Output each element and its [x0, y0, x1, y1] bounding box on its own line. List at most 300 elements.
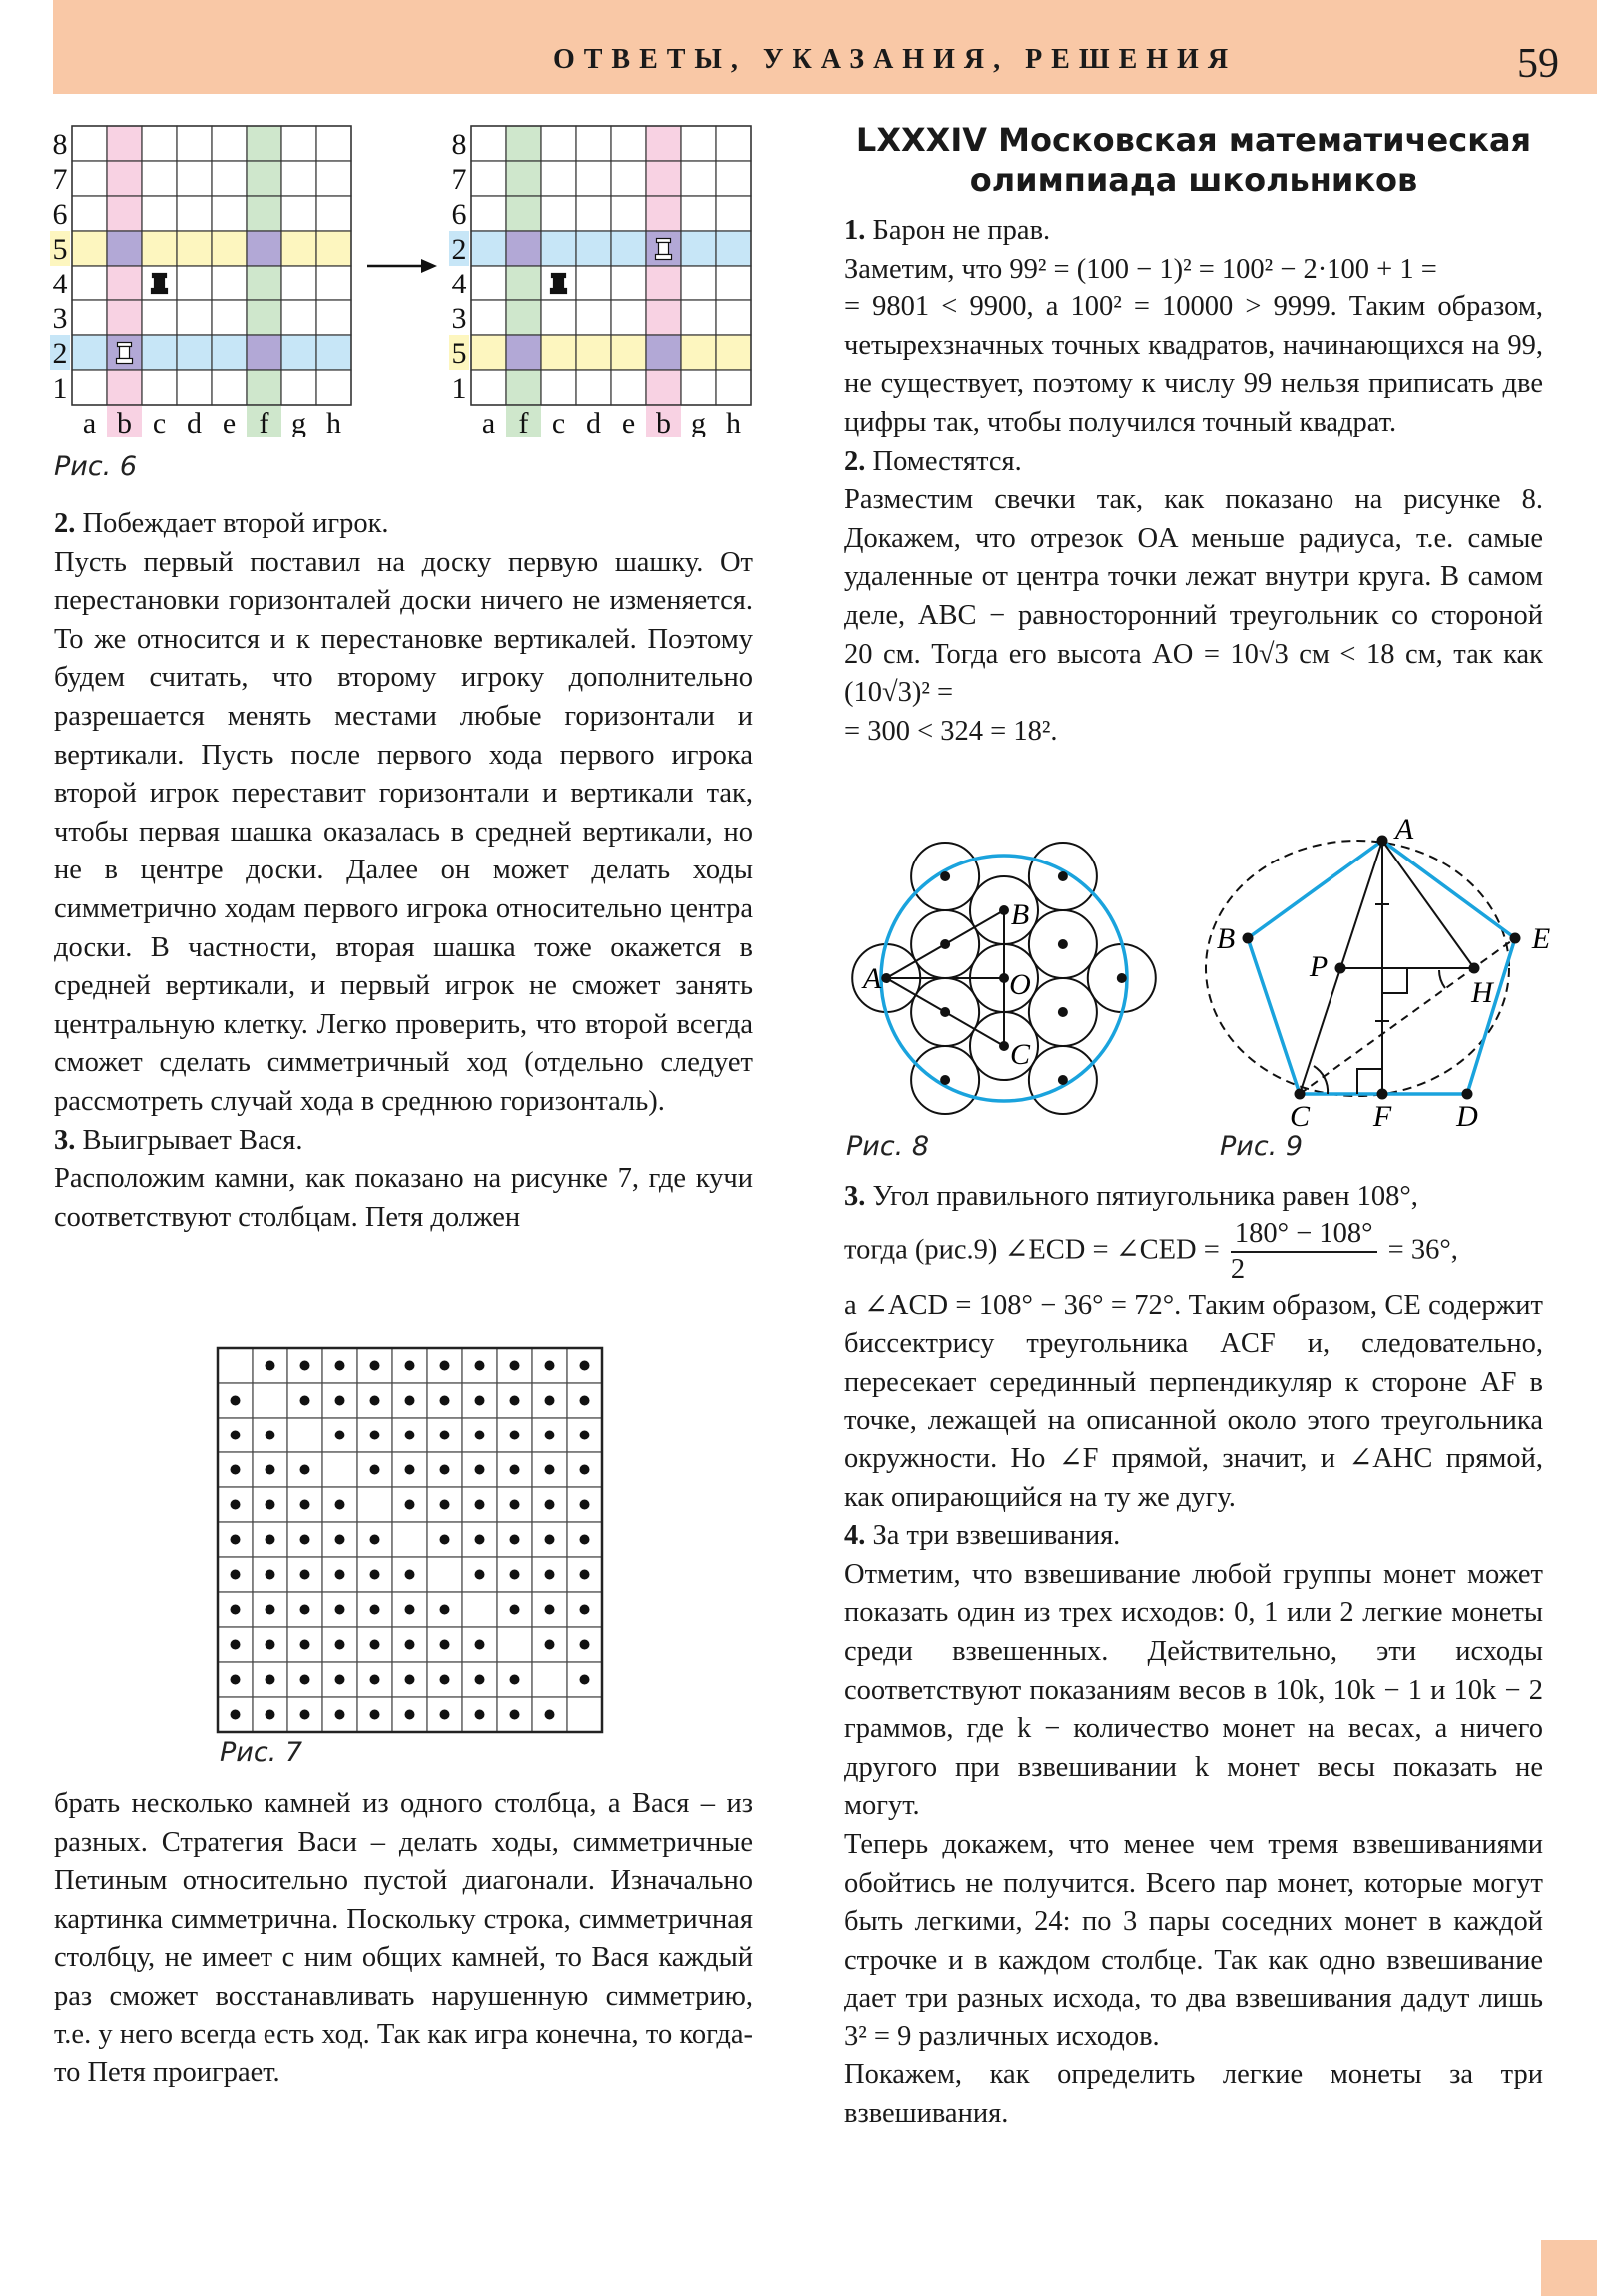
board-2-cell [576, 196, 611, 231]
stone [300, 1675, 310, 1685]
white-rook-icon-base [656, 255, 672, 260]
board-1-rank-label: 3 [52, 302, 68, 335]
board-2-cell [681, 335, 716, 370]
answer-4-body-2: Теперь докажем, что менее чем тремя взвешиваниями обойтись не получится. Всего пар монет, которые могут быть легкими, 24: по 3 пары соседних монет в каждой строчке и в каждом столбце. Так как одно взвешивание дает три разных исхода, то два взвешивания дадут лишь 3² = 9 различных исходов. [844, 1828, 1543, 2052]
board-1-cell [281, 161, 316, 196]
grid-cell [357, 1487, 392, 1522]
stone [475, 1675, 485, 1685]
board-2-cell [541, 126, 576, 161]
answer-2-left: 2. Побеждает второй игрок. [54, 508, 389, 539]
stone [300, 1500, 310, 1510]
white-rook-icon-top [118, 343, 132, 347]
board-2-rank-label: 6 [451, 198, 467, 231]
board-2-file-label: f [518, 407, 529, 437]
board-1-cell [177, 335, 212, 370]
board-1-cell [177, 161, 212, 196]
label-e: E [1531, 922, 1551, 955]
board-1-cell [142, 370, 177, 405]
arrow-head-icon [421, 259, 437, 273]
angle-arc [1439, 970, 1445, 988]
board-2-cell [716, 126, 751, 161]
stone [266, 1500, 275, 1510]
label-b: B [1010, 898, 1030, 931]
stone [405, 1710, 415, 1720]
board-2-cell [506, 335, 541, 370]
board-2-cell [716, 300, 751, 335]
fig6-boards [50, 118, 769, 437]
stone [545, 1605, 555, 1615]
board-2-cell [541, 370, 576, 405]
board-1-cell [247, 161, 281, 196]
stone [300, 1396, 310, 1406]
board-2-file-label: h [726, 407, 741, 437]
stone [231, 1396, 241, 1406]
board-1-file-label: g [291, 407, 306, 437]
center-dot [940, 939, 950, 949]
black-rook-icon-top [153, 274, 167, 278]
board-1-cell [177, 196, 212, 231]
stone [440, 1465, 450, 1475]
board-1-cell [247, 300, 281, 335]
board-1-file-label: h [326, 407, 341, 437]
board-1-rank-label: 5 [52, 233, 68, 266]
answer-3-body-right: а ∠ACD = 108° − 36° = 72°. Таким образом, CE содержит биссектрису треугольника ACF и, следовательно, пересекает серединный перпендикуляр к стороне AF в точке, лежащей на описанной около этого треугольника окружности. Но ∠F прямой, значит, и ∠AHC прямой, как опирающийся на ту же дугу. [844, 1289, 1543, 1513]
board-2-cell [646, 266, 681, 300]
board-2-cell [611, 266, 646, 300]
stone [510, 1605, 520, 1615]
fig7-caption: Рис. 7 [220, 1737, 303, 1768]
board-2-file-label: c [551, 407, 566, 437]
stone [475, 1396, 485, 1406]
stone [440, 1500, 450, 1510]
board-2-cell [646, 161, 681, 196]
board-2-rank-label: 1 [451, 372, 467, 405]
board-2-cell [716, 231, 751, 266]
stone [580, 1675, 590, 1685]
board-2-rank-label: 7 [451, 163, 467, 196]
board-2-cell [681, 126, 716, 161]
label-o: O [1009, 968, 1031, 1001]
board-1-cell [107, 370, 142, 405]
board-2-cell [716, 266, 751, 300]
stone [405, 1396, 415, 1406]
stone [405, 1675, 415, 1685]
fig9-caption: Рис. 9 [1220, 1131, 1304, 1162]
stone [580, 1396, 590, 1406]
board-1-cell [107, 231, 142, 266]
board-1-rank-label: 1 [52, 372, 68, 405]
stone [475, 1535, 485, 1545]
board-2-cell [506, 370, 541, 405]
vertex-dot [1510, 933, 1521, 944]
answer-3-body-1: Расположим камни, как показано на рисунке 7, где кучи соответствуют столбцам. Петя должен [54, 1163, 753, 1233]
black-rook-icon-base [551, 289, 567, 294]
stone [475, 1465, 485, 1475]
center-dot [1058, 939, 1068, 949]
board-1-cell [316, 231, 351, 266]
stone [370, 1640, 380, 1650]
board-1-file-label: c [152, 407, 167, 437]
board-2-cell [611, 126, 646, 161]
board-1-cell [177, 300, 212, 335]
answer-2-end: = 300 < 324 = 18². [844, 715, 1058, 747]
stone [300, 1361, 310, 1371]
stone [440, 1640, 450, 1650]
board-2-cell [576, 335, 611, 370]
board-2-cell [716, 335, 751, 370]
answer-1: 1. Барон не прав. [844, 215, 1051, 246]
board-2-cell [506, 300, 541, 335]
board-1-cell [247, 231, 281, 266]
board-1-cell [281, 300, 316, 335]
board-1-cell [316, 335, 351, 370]
grid-cell [567, 1697, 602, 1732]
board-2-file-label: e [621, 407, 636, 437]
board-2-cell [646, 126, 681, 161]
stone [545, 1396, 555, 1406]
fig8-caption: Рис. 8 [846, 1131, 930, 1162]
stone [335, 1605, 345, 1615]
stone [440, 1535, 450, 1545]
center-dot [1117, 973, 1127, 983]
board-2-cell [576, 126, 611, 161]
stone [266, 1535, 275, 1545]
stone [231, 1431, 241, 1440]
answer-3-right: 3. Угол правильного пятиугольника равен 108°, [844, 1181, 1418, 1212]
white-rook-icon-body [120, 347, 130, 359]
stone [370, 1465, 380, 1475]
figure-7 [216, 1346, 607, 1742]
label-f: F [1372, 1100, 1392, 1133]
board-2-cell [611, 196, 646, 231]
center-dot [940, 871, 950, 881]
board-1-cell [281, 370, 316, 405]
board-1-cell [247, 370, 281, 405]
stone [475, 1361, 485, 1371]
stone [266, 1431, 275, 1440]
board-1 [50, 126, 351, 437]
stone [335, 1710, 345, 1720]
stone [475, 1431, 485, 1440]
board-1-cell [177, 370, 212, 405]
board-1-rank-label: 6 [52, 198, 68, 231]
board-1-rank-label: 4 [52, 268, 68, 300]
stone [440, 1396, 450, 1406]
board-2-cell [716, 196, 751, 231]
stone [510, 1710, 520, 1720]
board-1-rank-label: 2 [52, 337, 68, 370]
board-2-cell [506, 126, 541, 161]
board-1-cell [281, 196, 316, 231]
center-dot [1058, 1075, 1068, 1085]
vertex-dot [1469, 963, 1480, 974]
white-rook-icon-top [657, 239, 671, 243]
black-rook-icon [551, 274, 567, 294]
board-2-cell [681, 266, 716, 300]
stone [300, 1570, 310, 1580]
stone [231, 1535, 241, 1545]
board-1-cell [142, 126, 177, 161]
grid-cell [532, 1662, 567, 1697]
board-2-cell [471, 126, 506, 161]
stone [545, 1710, 555, 1720]
board-1-cell [177, 231, 212, 266]
figure-6 [50, 118, 769, 442]
stone [405, 1640, 415, 1650]
board-1-file-label: f [259, 407, 269, 437]
board-2-rank-label: 4 [451, 268, 467, 300]
board-1-cell [212, 126, 247, 161]
board-2-cell [576, 370, 611, 405]
board-1-cell [142, 231, 177, 266]
board-1-cell [72, 231, 107, 266]
board-1-cell [212, 300, 247, 335]
fig6-caption: Рис. 6 [54, 451, 138, 482]
stone [545, 1640, 555, 1650]
board-1-cell [212, 196, 247, 231]
center-dot [940, 1007, 950, 1017]
stone [231, 1570, 241, 1580]
board-1-cell [316, 161, 351, 196]
stone [580, 1500, 590, 1510]
board-1-cell [107, 126, 142, 161]
stone [580, 1605, 590, 1615]
stone [580, 1640, 590, 1650]
stone [405, 1431, 415, 1440]
right-column [844, 120, 1543, 751]
stone [545, 1535, 555, 1545]
fig8-circles [844, 819, 1164, 1128]
stone [440, 1431, 450, 1440]
board-2-cell [611, 161, 646, 196]
answer-4-body-1: Отметим, что взвешивание любой группы монет может показать один из трех исходов: 0, 1 или 2 легкие монеты среди взвешенных. Действительно, эти исходы соответствуют показаниям весов в 10k, 10k − 1 и 10k − 2 граммов, где k − количество монет на весах, а ничего другого при взвешивании k монет весы показать не могут. [844, 1558, 1543, 1822]
label-a: A [863, 962, 882, 995]
left-column-bottom [54, 1785, 753, 2093]
stone [266, 1361, 275, 1371]
point-a [881, 973, 891, 983]
board-2-cell [506, 196, 541, 231]
board-1-cell [72, 266, 107, 300]
stone [370, 1396, 380, 1406]
center-dot [999, 973, 1009, 983]
stone [300, 1640, 310, 1650]
stone [440, 1361, 450, 1371]
board-1-cell [107, 161, 142, 196]
board-1-cell [247, 126, 281, 161]
stone [370, 1431, 380, 1440]
board-2-cell [471, 370, 506, 405]
right-column-bottom [844, 1178, 1543, 2134]
board-2-cell [681, 300, 716, 335]
board-1-file-label: a [82, 407, 97, 437]
stone [370, 1710, 380, 1720]
stone [580, 1535, 590, 1545]
stone [475, 1640, 485, 1650]
board-2-rank-label: 3 [451, 302, 467, 335]
stone [300, 1535, 310, 1545]
stone [405, 1361, 415, 1371]
page-header [53, 0, 1597, 94]
angle-arc [1314, 1066, 1328, 1094]
board-1-cell [316, 370, 351, 405]
stone [510, 1431, 520, 1440]
stone [370, 1535, 380, 1545]
board-1-cell [72, 161, 107, 196]
board-2-cell [471, 231, 506, 266]
black-rook-icon-body [554, 278, 564, 289]
board-2-cell [646, 196, 681, 231]
center-dot [1058, 1007, 1068, 1017]
board-1-cell [212, 231, 247, 266]
stone [440, 1710, 450, 1720]
stone [231, 1605, 241, 1615]
board-2-cell [716, 370, 751, 405]
stone [510, 1675, 520, 1685]
white-rook-icon-body [659, 243, 669, 255]
board-2-file-label: a [481, 407, 496, 437]
white-rook-icon [656, 239, 672, 260]
figure-9 [1178, 809, 1577, 1143]
board-2-cell [506, 231, 541, 266]
board-1-cell [212, 370, 247, 405]
answer-1-body: = 9801 < 9900, а 100² = 10000 > 9999. Таким образом, четырехзначных точных квадратов, начинающихся на 99, не существует, поэтому к числу 99 нельзя приписать две цифры так, чтобы получился точный квадрат. [844, 291, 1543, 438]
vertex-dot [1462, 1089, 1473, 1100]
board-2-cell [611, 370, 646, 405]
stone [545, 1431, 555, 1440]
running-title: ОТВЕТЫ, УКАЗАНИЯ, РЕШЕНИЯ [552, 44, 1238, 75]
stone [510, 1465, 520, 1475]
stone [510, 1396, 520, 1406]
stone [335, 1431, 345, 1440]
board-2-rank-label: 5 [451, 337, 467, 370]
board-2-cell [576, 161, 611, 196]
stone [405, 1500, 415, 1510]
stone [335, 1535, 345, 1545]
board-2-cell [471, 335, 506, 370]
grid-cell [253, 1383, 287, 1418]
stone [335, 1396, 345, 1406]
vertex-dot [1377, 1089, 1388, 1100]
label-c: C [1289, 1100, 1311, 1133]
board-2-cell [646, 335, 681, 370]
stone [580, 1361, 590, 1371]
stone [440, 1675, 450, 1685]
stone [510, 1500, 520, 1510]
stone [300, 1465, 310, 1475]
board-2-cell [576, 266, 611, 300]
board-2-cell [646, 300, 681, 335]
stone [545, 1500, 555, 1510]
board-1-file-label: e [222, 407, 237, 437]
stone [266, 1675, 275, 1685]
label-d: D [1456, 1100, 1478, 1133]
stone [266, 1710, 275, 1720]
stone [231, 1465, 241, 1475]
stone [510, 1535, 520, 1545]
stone [370, 1605, 380, 1615]
board-2-cell [681, 370, 716, 405]
board-1-cell [212, 266, 247, 300]
grid-cell [287, 1418, 322, 1452]
vertex-dot [1335, 963, 1346, 974]
stone [231, 1675, 241, 1685]
stone [231, 1710, 241, 1720]
stone [266, 1605, 275, 1615]
board-2-file-label: g [691, 407, 706, 437]
board-1-cell [142, 196, 177, 231]
board-1-cell [72, 196, 107, 231]
grid-cell [497, 1627, 532, 1662]
label-c: C [1009, 1038, 1031, 1071]
board-1-cell [72, 126, 107, 161]
answer-2: 2. Поместятся. [844, 445, 1022, 477]
stone [335, 1500, 345, 1510]
board-1-cell [142, 300, 177, 335]
stone [370, 1361, 380, 1371]
white-rook-icon-base [117, 359, 133, 364]
board-2-cell [716, 161, 751, 196]
answer-2-body-right: Разместим свечки так, как показано на рисунке 8. Докажем, что отрезок OA меньше радиуса, т.е. самые удаленные от центра точки лежат внутри круга. В самом деле, ABC − равносторонний треугольник со стороной 20 см. Тогда его высота AO = 10√3 см < 18 см, так как (10√3)² = [844, 484, 1543, 709]
board-1-cell [142, 161, 177, 196]
stone [545, 1361, 555, 1371]
stone [580, 1431, 590, 1440]
board-2-cell [681, 196, 716, 231]
board-2-cell [541, 231, 576, 266]
fig7-grid [216, 1346, 607, 1737]
stone [266, 1570, 275, 1580]
board-1-rank-label: 7 [52, 163, 68, 196]
stone [266, 1640, 275, 1650]
stone [545, 1465, 555, 1475]
board-1-cell [107, 266, 142, 300]
answer-4-body-3: Покажем, как определить легкие монеты за три взвешивания. [844, 2059, 1543, 2130]
center-dot [940, 1075, 950, 1085]
answer-2-body: Пусть первый поставил на доску первую шашку. От перестановки горизонталей доски ничего не изменяется. То же относится и к перестановке вертикалей. Поэтому будем считать, что второму игроку дополнительно разрешается менять местами любые горизонтали и вертикали. Пусть после первого хода первого игрока второй игрок переставит горизонтали и вертикали так, чтобы первая шашка оказалась в средней вертикали, но не в центре доски. Далее он может делать ходы симметрично ходам первого игрока относительно центра доски. В частности, вторая шашка тоже окажется в средней вертикали, и первый игрок не сможет занять центральную клетку. Легко проверить, что второй всегда сможет сделать симметричный ход (отдельно следует рассмотреть случай хода в среднюю горизонталь). [54, 546, 753, 1117]
board-2-cell [541, 196, 576, 231]
label-b: B [1216, 922, 1236, 955]
stone [266, 1465, 275, 1475]
board-1-rank-label: 8 [52, 128, 68, 161]
board-2-rank-label: 8 [451, 128, 467, 161]
board-1-cell [247, 335, 281, 370]
black-rook-icon-body [155, 278, 165, 289]
board-2-cell [471, 196, 506, 231]
stone [335, 1640, 345, 1650]
board-1-cell [316, 266, 351, 300]
board-2-cell [471, 300, 506, 335]
center-dot [999, 1041, 1009, 1051]
answer-1-line1: Заметим, что 99² = (100 − 1)² = 100² − 2·100 + 1 = [844, 253, 1437, 285]
board-1-cell [247, 266, 281, 300]
label-p: P [1309, 950, 1329, 983]
answer-3-body-2: брать несколько камней из одного столбца, а Вася – из разных. Стратегия Васи – делать ходы, симметричные Петиным относительно пустой диагонали. Изначально картинка симметрична. Поскольку строка, симметричная столбцу, не имеет с ним общих камней, то Вася каждый раз сможет восстанавливать нарушенную симметрию, т.е. у него всегда есть ход. Так как игра конечна, то когда-то Петя проиграет. [54, 1788, 753, 2089]
stone [335, 1570, 345, 1580]
stone [475, 1500, 485, 1510]
figure-8 [844, 819, 1164, 1133]
board-1-cell [281, 266, 316, 300]
board-2-cell [576, 231, 611, 266]
board-2-cell [506, 266, 541, 300]
stone [405, 1570, 415, 1580]
stone [580, 1570, 590, 1580]
stone [475, 1570, 485, 1580]
stone [335, 1361, 345, 1371]
board-1-cell [107, 196, 142, 231]
right-angle-mark [1382, 968, 1407, 993]
label-a: A [1394, 813, 1414, 846]
board-1-cell [212, 335, 247, 370]
vertex-dot [1243, 933, 1254, 944]
